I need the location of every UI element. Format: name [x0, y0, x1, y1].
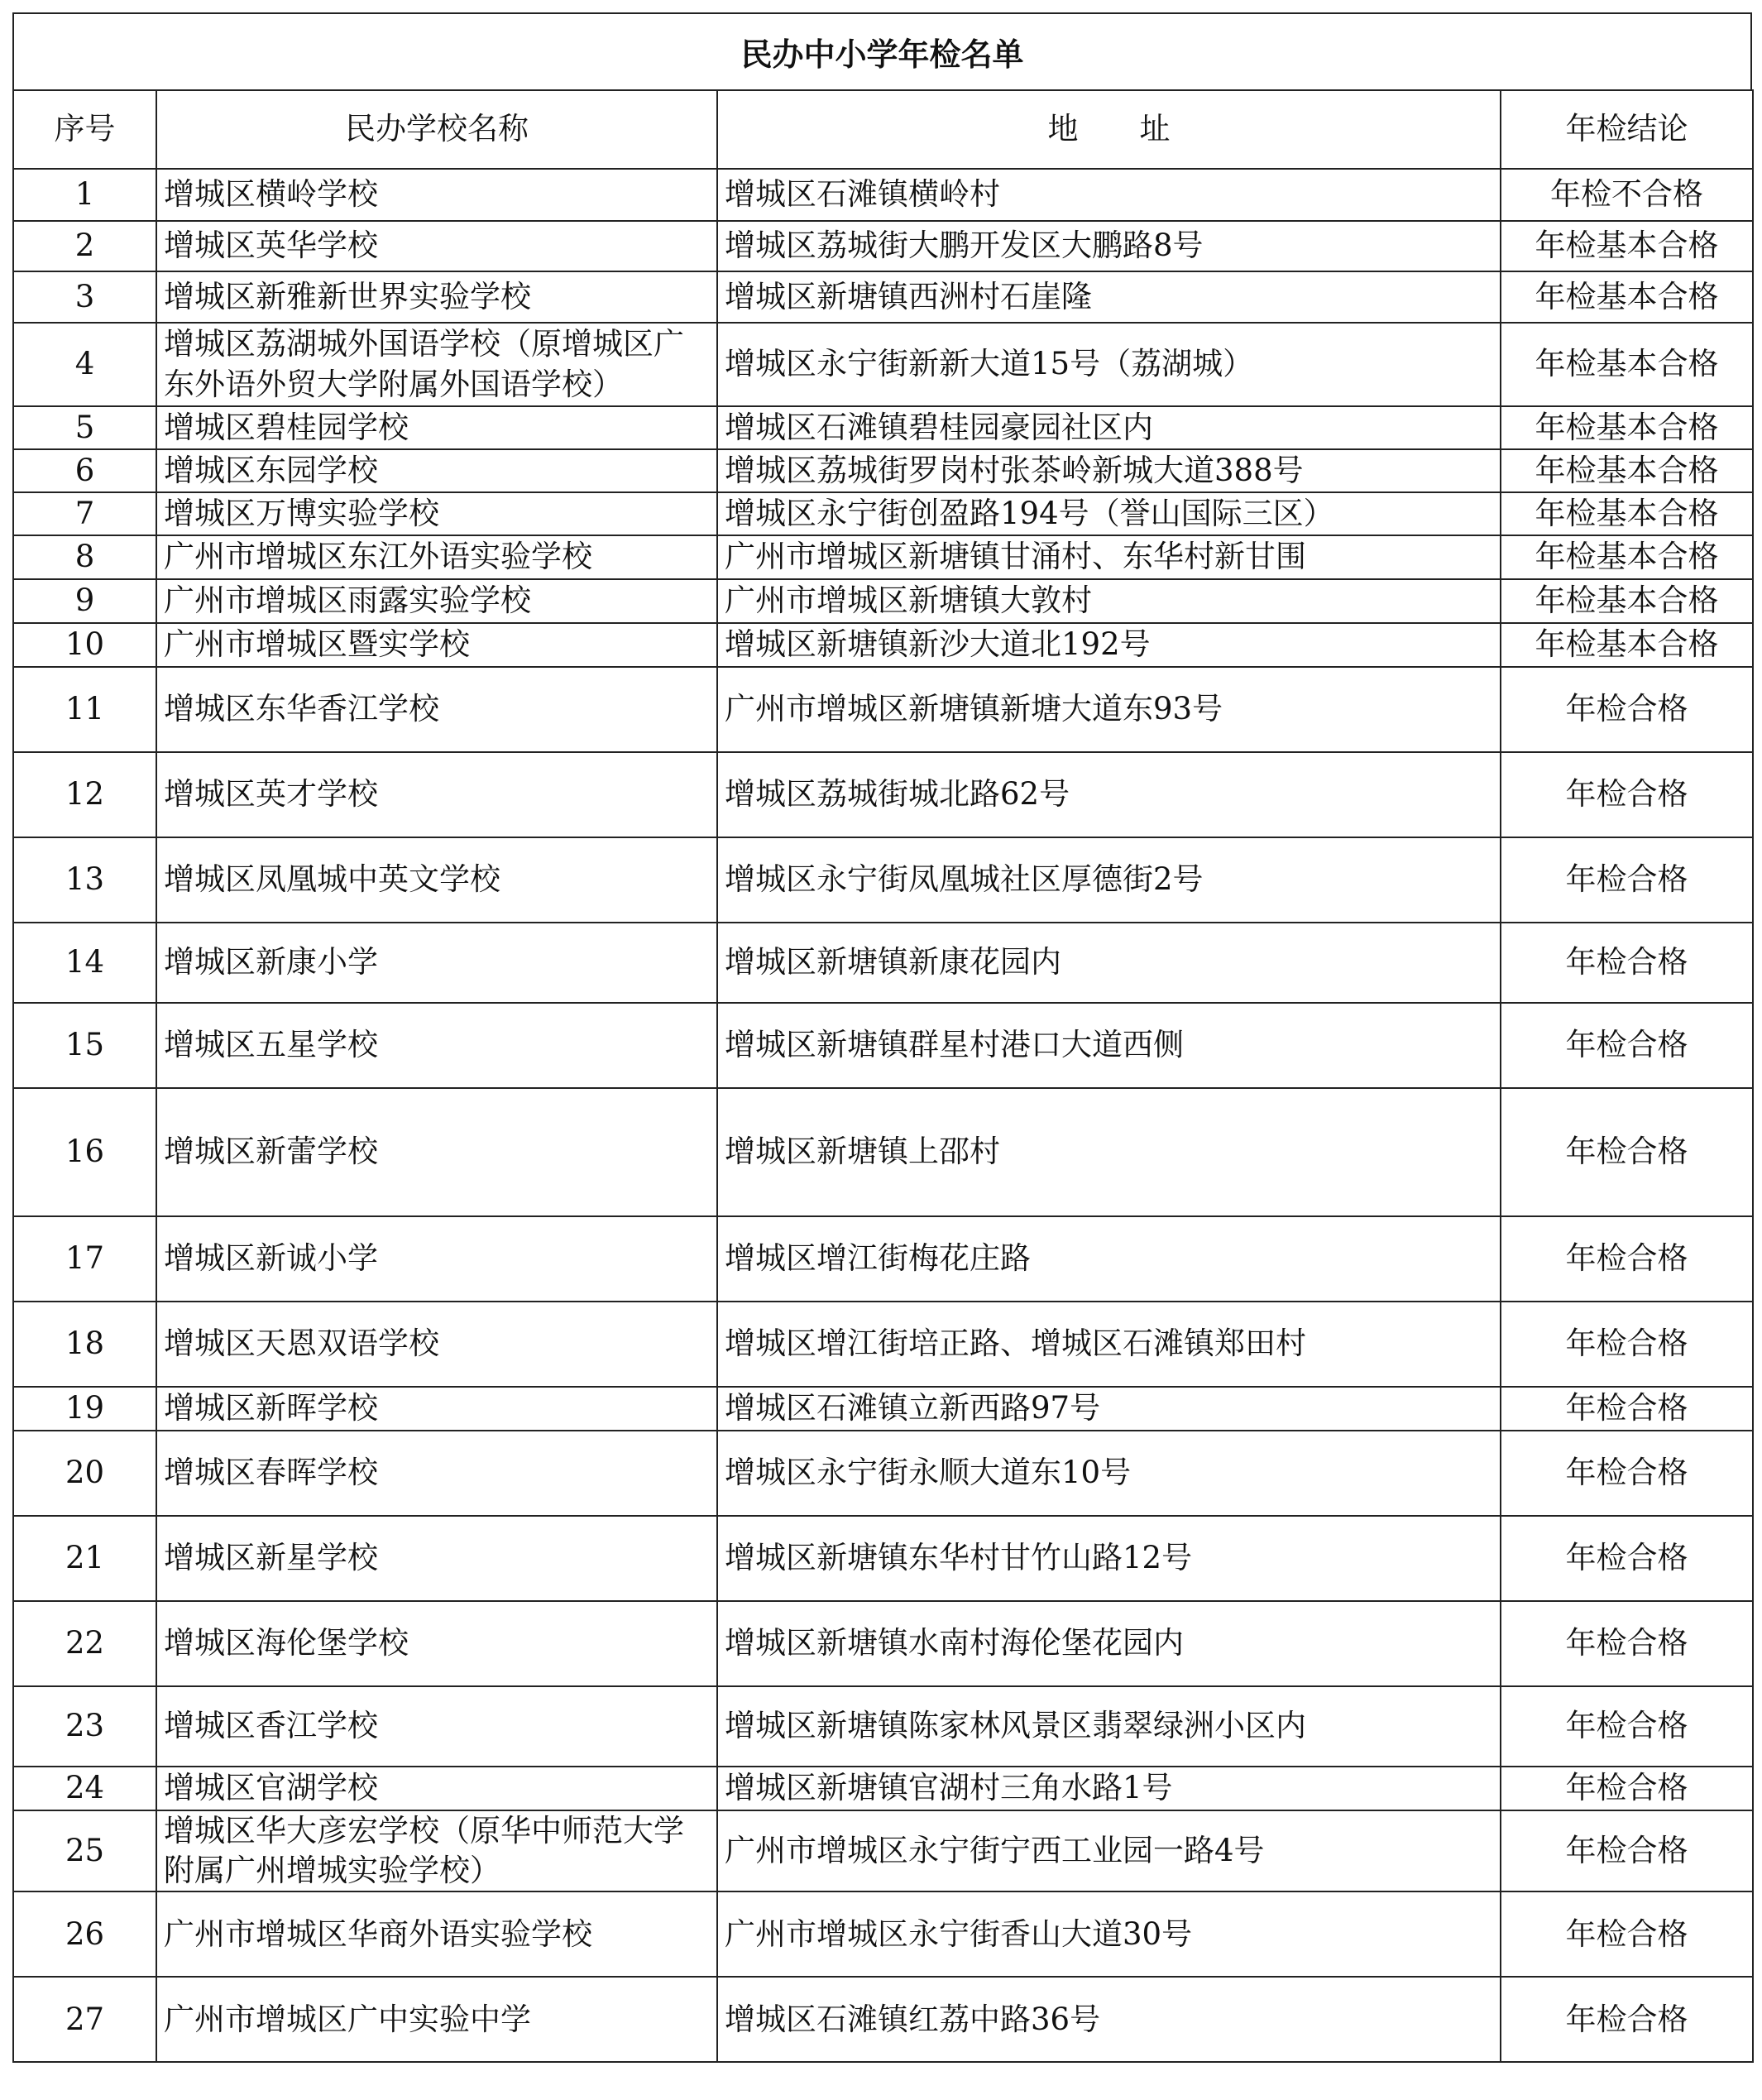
header-name: 民办学校名称: [156, 90, 717, 169]
school-name: 增城区官湖学校: [156, 1767, 717, 1810]
row-number: 14: [13, 923, 156, 1003]
table-row: [13, 492, 1753, 535]
inspection-result: 年检基本合格: [1501, 271, 1753, 323]
table-row: [13, 169, 1753, 221]
school-name: 增城区东园学校: [156, 449, 717, 492]
school-name: 增城区天恩双语学校: [156, 1302, 717, 1387]
school-address: 广州市增城区新塘镇甘涌村、东华村新甘围: [717, 535, 1501, 579]
school-address: 增城区永宁街新新大道15号（荔湖城）: [717, 323, 1501, 406]
school-name: 增城区荔湖城外国语学校（原增城区广东外语外贸大学附属外国语学校）: [156, 323, 717, 406]
school-name: 增城区英华学校: [156, 221, 717, 271]
row-number: 23: [13, 1686, 156, 1767]
school-name: 增城区万博实验学校: [156, 492, 717, 535]
table-row: [13, 271, 1753, 323]
row-number: 16: [13, 1088, 156, 1216]
school-address: 增城区新塘镇西洲村石崖隆: [717, 271, 1501, 323]
inspection-result: 年检基本合格: [1501, 492, 1753, 535]
row-number: 1: [13, 169, 156, 221]
table-row: [13, 1810, 1753, 1891]
table-row: [13, 323, 1753, 406]
table-row: [13, 1302, 1753, 1387]
document-title: 民办中小学年检名单: [12, 12, 1752, 89]
inspection-result: 年检合格: [1501, 1686, 1753, 1767]
school-name: 增城区五星学校: [156, 1003, 717, 1088]
table-row: [13, 1767, 1753, 1810]
table-row: [13, 923, 1753, 1003]
school-address: 增城区增江街梅花庄路: [717, 1216, 1501, 1302]
school-address: 广州市增城区永宁街宁西工业园一路4号: [717, 1810, 1501, 1891]
school-address: 广州市增城区永宁街香山大道30号: [717, 1891, 1501, 1977]
school-name: 广州市增城区广中实验中学: [156, 1977, 717, 2062]
inspection-result: 年检合格: [1501, 1891, 1753, 1977]
inspection-result: 年检不合格: [1501, 169, 1753, 221]
inspection-result: 年检合格: [1501, 837, 1753, 923]
row-number: 22: [13, 1601, 156, 1686]
school-address: 增城区新塘镇官湖村三角水路1号: [717, 1767, 1501, 1810]
row-number: 10: [13, 623, 156, 667]
table-row: [13, 667, 1753, 752]
school-name: 增城区华大彦宏学校（原华中师范大学附属广州增城实验学校）: [156, 1810, 717, 1891]
row-number: 4: [13, 323, 156, 406]
table-row: [13, 1977, 1753, 2062]
inspection-result: 年检基本合格: [1501, 221, 1753, 271]
row-number: 27: [13, 1977, 156, 2062]
table-row: [13, 406, 1753, 449]
school-address: 增城区永宁街创盈路194号（誉山国际三区）: [717, 492, 1501, 535]
inspection-result: 年检合格: [1501, 1977, 1753, 2062]
inspection-result: 年检合格: [1501, 1516, 1753, 1601]
header-address: 地 址: [717, 90, 1501, 169]
school-address: 增城区石滩镇横岭村: [717, 169, 1501, 221]
row-number: 13: [13, 837, 156, 923]
row-number: 19: [13, 1387, 156, 1431]
table-row: [13, 752, 1753, 837]
inspection-result: 年检合格: [1501, 1003, 1753, 1088]
table-row: [13, 837, 1753, 923]
row-number: 2: [13, 221, 156, 271]
row-number: 3: [13, 271, 156, 323]
table-row: [13, 1601, 1753, 1686]
school-address: 增城区荔城街大鹏开发区大鹏路8号: [717, 221, 1501, 271]
school-address: 增城区新塘镇新沙大道北192号: [717, 623, 1501, 667]
school-address: 增城区永宁街永顺大道东10号: [717, 1431, 1501, 1516]
table-row: [13, 221, 1753, 271]
inspection-result: 年检合格: [1501, 1601, 1753, 1686]
school-name: 增城区春晖学校: [156, 1431, 717, 1516]
table-body: [13, 169, 1753, 2062]
table-row: [13, 1431, 1753, 1516]
row-number: 26: [13, 1891, 156, 1977]
inspection-result: 年检合格: [1501, 1387, 1753, 1431]
school-address: 增城区新塘镇群星村港口大道西侧: [717, 1003, 1501, 1088]
row-number: 18: [13, 1302, 156, 1387]
row-number: 7: [13, 492, 156, 535]
inspection-result: 年检合格: [1501, 1767, 1753, 1810]
inspection-result: 年检基本合格: [1501, 579, 1753, 623]
row-number: 21: [13, 1516, 156, 1601]
school-name: 增城区海伦堡学校: [156, 1601, 717, 1686]
school-name: 广州市增城区华商外语实验学校: [156, 1891, 717, 1977]
school-name: 增城区横岭学校: [156, 169, 717, 221]
table-row: [13, 623, 1753, 667]
school-name: 增城区碧桂园学校: [156, 406, 717, 449]
row-number: 20: [13, 1431, 156, 1516]
school-name: 增城区新晖学校: [156, 1387, 717, 1431]
school-address: 增城区石滩镇立新西路97号: [717, 1387, 1501, 1431]
school-address: 增城区荔城街城北路62号: [717, 752, 1501, 837]
table-row: [13, 1387, 1753, 1431]
table-header-row: [13, 90, 1753, 169]
row-number: 15: [13, 1003, 156, 1088]
row-number: 17: [13, 1216, 156, 1302]
row-number: 25: [13, 1810, 156, 1891]
row-number: 12: [13, 752, 156, 837]
table-row: [13, 449, 1753, 492]
inspection-result: 年检合格: [1501, 752, 1753, 837]
school-name: 增城区东华香江学校: [156, 667, 717, 752]
inspection-result: 年检合格: [1501, 667, 1753, 752]
inspection-result: 年检基本合格: [1501, 449, 1753, 492]
school-address: 增城区新塘镇新康花园内: [717, 923, 1501, 1003]
inspection-result: 年检基本合格: [1501, 406, 1753, 449]
inspection-result: 年检合格: [1501, 1216, 1753, 1302]
school-name: 增城区香江学校: [156, 1686, 717, 1767]
table-row: [13, 1686, 1753, 1767]
table-row: [13, 1891, 1753, 1977]
header-result: 年检结论: [1501, 90, 1753, 169]
school-name: 广州市增城区雨露实验学校: [156, 579, 717, 623]
inspection-result: 年检合格: [1501, 1088, 1753, 1216]
row-number: 5: [13, 406, 156, 449]
inspection-result: 年检合格: [1501, 1810, 1753, 1891]
school-address: 增城区石滩镇红荔中路36号: [717, 1977, 1501, 2062]
school-name: 广州市增城区东江外语实验学校: [156, 535, 717, 579]
school-name: 增城区新康小学: [156, 923, 717, 1003]
school-address: 增城区新塘镇上邵村: [717, 1088, 1501, 1216]
school-name: 增城区新诚小学: [156, 1216, 717, 1302]
row-number: 8: [13, 535, 156, 579]
school-name: 增城区凤凰城中英文学校: [156, 837, 717, 923]
school-address: 增城区新塘镇陈家林风景区翡翠绿洲小区内: [717, 1686, 1501, 1767]
school-address: 增城区新塘镇东华村甘竹山路12号: [717, 1516, 1501, 1601]
header-no: 序号: [13, 90, 156, 169]
table-row: [13, 1088, 1753, 1216]
document: [12, 12, 1752, 2063]
inspection-result: 年检合格: [1501, 1302, 1753, 1387]
table-row: [13, 1216, 1753, 1302]
school-address: 增城区新塘镇水南村海伦堡花园内: [717, 1601, 1501, 1686]
inspection-result: 年检合格: [1501, 1431, 1753, 1516]
school-name: 增城区新星学校: [156, 1516, 717, 1601]
school-address: 增城区荔城街罗岗村张茶岭新城大道388号: [717, 449, 1501, 492]
school-name: 增城区英才学校: [156, 752, 717, 837]
school-address: 增城区永宁街凤凰城社区厚德街2号: [717, 837, 1501, 923]
row-number: 11: [13, 667, 156, 752]
school-address: 增城区石滩镇碧桂园豪园社区内: [717, 406, 1501, 449]
school-address: 广州市增城区新塘镇大敦村: [717, 579, 1501, 623]
row-number: 9: [13, 579, 156, 623]
table-row: [13, 1003, 1753, 1088]
table-row: [13, 1516, 1753, 1601]
inspection-result: 年检基本合格: [1501, 323, 1753, 406]
school-address: 增城区增江街培正路、增城区石滩镇郑田村: [717, 1302, 1501, 1387]
table-row: [13, 579, 1753, 623]
table-row: [13, 535, 1753, 579]
inspection-result: 年检基本合格: [1501, 535, 1753, 579]
row-number: 24: [13, 1767, 156, 1810]
school-address: 广州市增城区新塘镇新塘大道东93号: [717, 667, 1501, 752]
inspection-result: 年检基本合格: [1501, 623, 1753, 667]
inspection-result: 年检合格: [1501, 923, 1753, 1003]
school-table: [12, 89, 1754, 2063]
row-number: 6: [13, 449, 156, 492]
school-name: 增城区新雅新世界实验学校: [156, 271, 717, 323]
school-name: 增城区新蕾学校: [156, 1088, 717, 1216]
school-name: 广州市增城区暨实学校: [156, 623, 717, 667]
